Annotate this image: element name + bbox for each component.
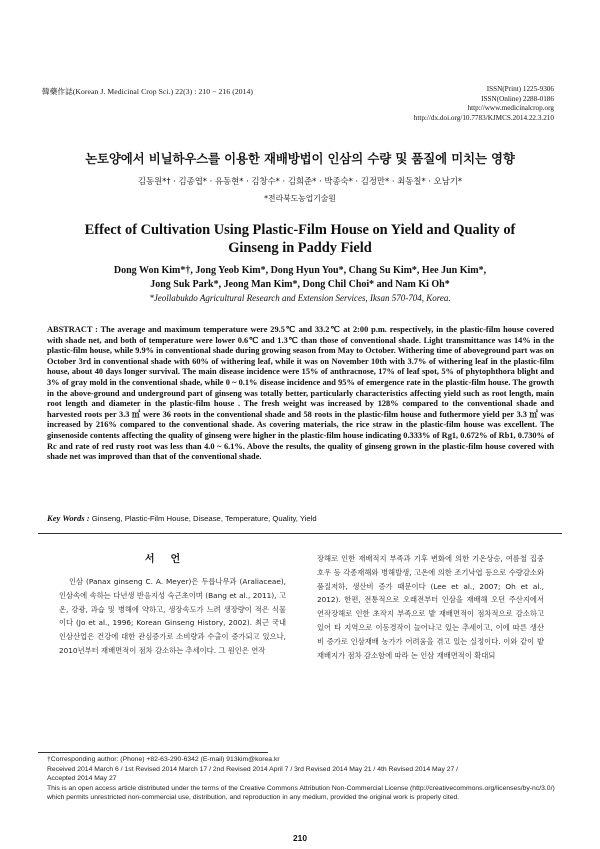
abstract (47, 325, 554, 463)
footnotes (47, 755, 562, 803)
journal-issn-block (414, 85, 554, 123)
right-column (317, 552, 544, 662)
accepted-date: Accepted 2014 May 27 (47, 775, 117, 783)
journal-citation: 韓藥作誌(Korean J. Medicinal Crop Sci.) 22(3) : 210 − 216 (2014) (42, 87, 254, 96)
journal-website-link[interactable]: http://www.medicinalcrop.org (467, 104, 554, 113)
issn-print: ISSN(Print) 1225-9306 (486, 85, 554, 93)
english-authors-line-2: Jong Suk Park*, Jeong Man Kim*, Dong Chil Choi* and Nam Ki Oh* (150, 278, 450, 290)
page-number: 210 (293, 833, 307, 843)
abstract-label: ABSTRACT : (47, 325, 98, 334)
open-access-notice: This is an open access article distributed under the terms of the Creative Commons Attribution Non-Commercial License (http://creativecommons.org/licenses/by-nc/3.0/) which permits unrestricted non-commercial use, distribution, and reproduction in any medium, provided the original work is properly cited. (47, 784, 555, 802)
keywords-text: Ginseng, Plastic-Film House, Disease, Temperature, Quality, Yield (91, 514, 317, 523)
issn-online: ISSN(Online) 2288-0186 (481, 94, 554, 103)
footnote-divider (38, 752, 268, 753)
doi-link[interactable]: http://dx.doi.org/10.7783/KJMCS.2014.22.3.210 (413, 113, 554, 122)
intro-heading: 서언 (144, 554, 197, 565)
abstract-text: The average and maximum temperature were 29.5℃ and 33.2℃ at 2:00 p.m. respectively, in the plastic-film house covered with shade net, and both of temperature were lower 0.6℃ and 1.3℃ than those of conventional shade. Light transmittance was 14% in the plastic-film house, while 9.9% in conventional shade during growing season from May to October. Withering time of aboveground part was on October 3rd in conventional shade with 60% of withering leaf, while it was on November 10th with 3.7% of withering leaf in the plastic-film house, about 40 days longer survival. The main disease incidence were 15% of anthracnose, 17% of leaf spot, 5% of phytophthora blight and 3% of gray mold in the conventional shade, while 0 ~ 0.1% disease incidence and 95% of emergence rate in the plastic-film house. The growth in the above-ground and underground part of ginseng was totally better, particularly characteristics affecting yield such as root length, main root length and diameter in the plastic-film house . The fresh weight was increased by 128% compared to the conventional shade and harvested roots per 3.3 ㎡ were 36 roots in the conventional shade and 58 roots in the plastic-film house and futhermore yield per 3.3 ㎡ was increased by 216% compared to the conventional shade. As covering materials, the rice straw in the plastic-film house was excellent. The ginsenoside contents affecting the quality of ginseng were higher in the plastic-film house indicating 0.333% of Rg1, 0.672% of Rb1, 0.730% of Rc and rate of red rusty root was less than 4.0 ~ 6.1%. Above the results, the quality of ginseng grown in the plastic-film house covered with shade net was improved than that of the conventional shade. (47, 325, 555, 462)
section-divider (38, 533, 562, 534)
english-authors-line-1: Dong Won Kim*†, Jong Yeob Kim*, Dong Hyun You*, Chang Su Kim*, Hee Jun Kim*, (113, 265, 487, 276)
korean-title: 논토양에서 비닐하우스를 이용한 재배방법이 인삼의 수량 및 품질에 미치는 영향 (85, 151, 515, 166)
english-authors (40, 264, 560, 291)
keywords (47, 513, 557, 523)
intro-paragraph-right: 장해로 인한 재배적지 부족과 기후 변화에 의한 기온상승, 여름철 집중호우 등 각종재해와 병해발생, 고온에 의한 조기낙엽 등으로 수량감소와 품질저하, 생산비 증가 때문이다 (Lee et al., 2007; Oh et al., 2012). 한편, 전통적으로 오래전부터 인삼을 재배해 오던 주산지에서 연작장해로 인한 초작지 부족으로 밭 재배면적이 점차적으로 감소하고 있어 타 지역으로 이동경작이 늘어나고 있는 추세이고, 이에 따른 생산비 증가로 인삼재배 농가가 어려움을 겪고 있는 실정이다. 이와 같이 밭 재배지가 점차 감소함에 따라 논 인삼 재배면적이 확대되 (317, 554, 544, 660)
left-column (59, 575, 286, 658)
korean-affiliation: *전라북도농업기술원 (264, 194, 336, 203)
intro-paragraph-left: 인삼 (Panax ginseng C. A. Meyer)은 두릅나무과 (Araliaceae), 인삼속에 속하는 다년생 반음지성 숙근초이며 (Bang et al., 2011), 고온, 강광, 과습 및 병해에 약하고, 생장속도가 느려 생장량이 적은 식물이다 (Jo et al., 1996; Korean Ginseng History, 2002). 최근 국내 인삼산업은 건강에 대한 관심증가로 소비량과 수출이 증가되고 있으나, 2010년부터 재배면적이 점차 감소하는 추세이다. 그 원인은 연작 (59, 577, 286, 655)
english-affiliation: *Jeollabukdo Agricultural Research and Extension Services, Iksan 570-704, Korea. (149, 293, 451, 303)
keywords-label: Key Words : (47, 513, 90, 523)
received-dates: Received 2014 March 6 / 1st Revised 2014 March 17 / 2nd Revised 2014 April 7 / 3rd Revised 2014 May 21 / 4th Revised 2014 May 27 / (47, 765, 459, 773)
korean-authors: 김동원*† · 김종엽* · 유동현* · 김창수* · 김희준* · 박종숙* · 김정만* · 최동칠* · 오남기* (137, 176, 463, 186)
english-title: Effect of Cultivation Using Plastic-Film House on Yield and Quality of Ginseng in Paddy Field (84, 222, 516, 256)
corresponding-author: †Corresponding author: (Phone) +82-63-290-6342 (E-mail) 913kim@korea.kr (47, 756, 280, 763)
